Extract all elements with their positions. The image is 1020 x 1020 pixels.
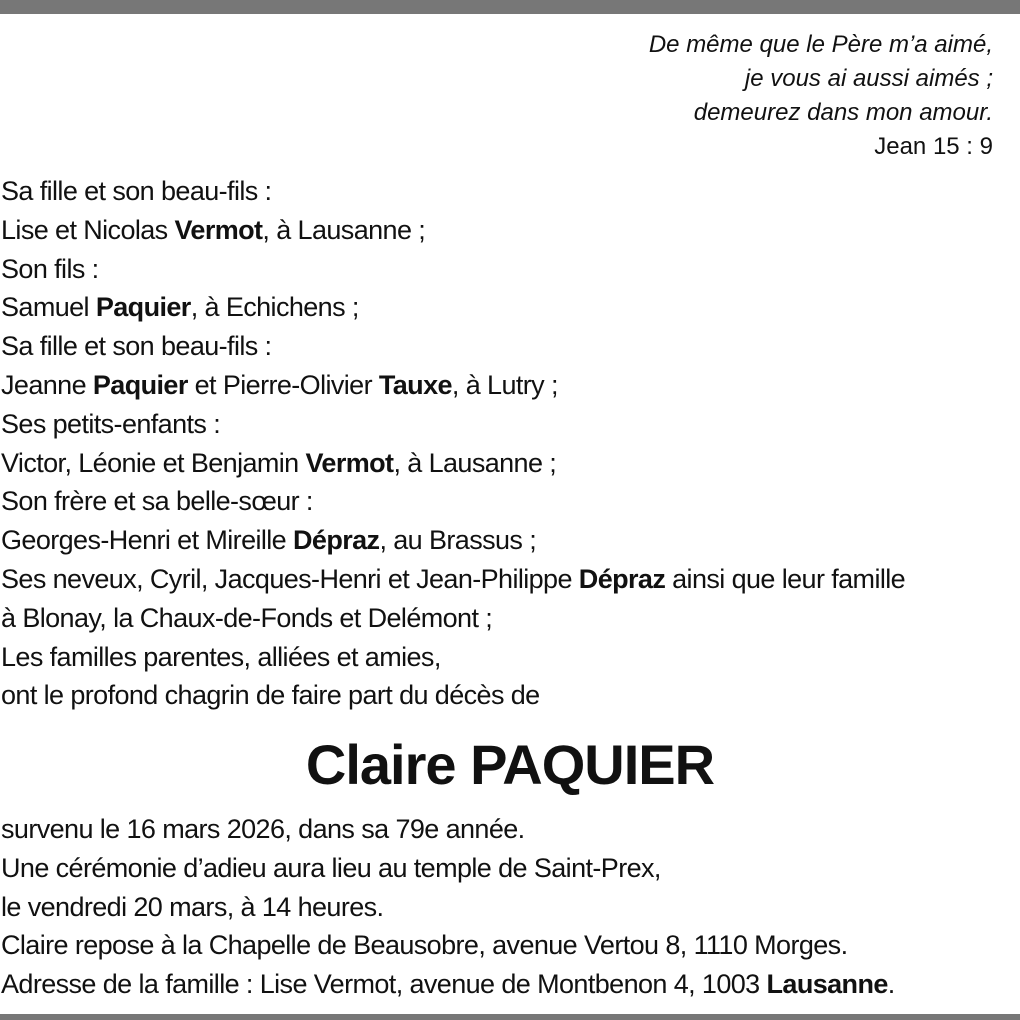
bottom-rule: [0, 1014, 1020, 1020]
verse-line: De même que le Père m’a aimé,: [648, 31, 993, 58]
family-line: Sa fille et son beau-fils :: [1, 331, 272, 362]
family-line: [1, 211, 1020, 250]
surname: Dépraz: [293, 525, 380, 556]
surname: Vermot: [305, 447, 394, 478]
family-line: [1, 444, 1020, 483]
city: Lausanne: [766, 969, 888, 1000]
text: Adresse de la famille : Lise Vermot, avenue de Montbenon 4, 1003: [1, 969, 767, 1000]
text: , à Lausanne ;: [393, 447, 557, 478]
text: Ses neveux, Cyril, Jacques-Henri et Jean-Philippe: [1, 563, 579, 594]
text: ainsi que leur famille: [665, 563, 906, 594]
details-line: [1, 965, 1020, 1004]
text: .: [887, 969, 895, 1000]
family-line: [1, 560, 1020, 599]
family-line: [1, 288, 1020, 327]
verse-line: je vous ai aussi aimés ;: [744, 65, 993, 92]
text: , à Lutry ;: [451, 369, 558, 400]
text: Samuel: [1, 292, 96, 323]
surname: Paquier: [92, 369, 188, 400]
family-line: ont le profond chagrin de faire part du décès de: [1, 680, 540, 711]
deceased-name: Claire PAQUIER: [305, 733, 715, 796]
family-line: Ses petits-enfants :: [1, 408, 221, 439]
family-line: Les familles parentes, alliées et amies,: [1, 641, 441, 672]
text: , à Echichens ;: [190, 292, 359, 323]
text: Victor, Léonie et Benjamin: [1, 447, 306, 478]
family-line: à Blonay, la Chaux-de-Fonds et Delémont ;: [1, 602, 493, 633]
surname: Tauxe: [378, 369, 452, 400]
text: Jeanne: [1, 369, 93, 400]
details-line: Une cérémonie d’adieu aura lieu au temple de Saint-Prex,: [1, 852, 661, 883]
family-line: Son frère et sa belle-sœur :: [1, 486, 313, 517]
details-line: le vendredi 20 mars, à 14 heures.: [1, 891, 384, 922]
family-list: [1, 172, 1020, 715]
verse-line: demeurez dans mon amour.: [693, 99, 993, 126]
verse-reference: Jean 15 : 9: [874, 133, 993, 160]
details-line: Claire repose à la Chapelle de Beausobre, avenue Vertou 8, 1110 Morges.: [1, 930, 848, 961]
details-line: survenu le 16 mars 2026, dans sa 79e année.: [1, 814, 525, 844]
family-line: Sa fille et son beau-fils :: [1, 176, 272, 206]
text: Georges-Henri et Mireille: [1, 525, 293, 556]
family-line: [1, 521, 1020, 560]
ceremony-details: [1, 810, 1020, 1004]
text: , au Brassus ;: [379, 525, 537, 556]
family-line: Son fils :: [1, 253, 99, 284]
family-line: [1, 366, 1020, 405]
text: , à Lausanne ;: [262, 214, 426, 245]
surname: Dépraz: [578, 563, 666, 594]
text: Lise et Nicolas: [1, 214, 175, 245]
surname: Vermot: [174, 214, 263, 245]
text: et Pierre-Olivier: [187, 369, 379, 400]
surname: Paquier: [95, 292, 191, 323]
top-rule: [0, 0, 1020, 14]
bible-verse: [649, 28, 993, 164]
